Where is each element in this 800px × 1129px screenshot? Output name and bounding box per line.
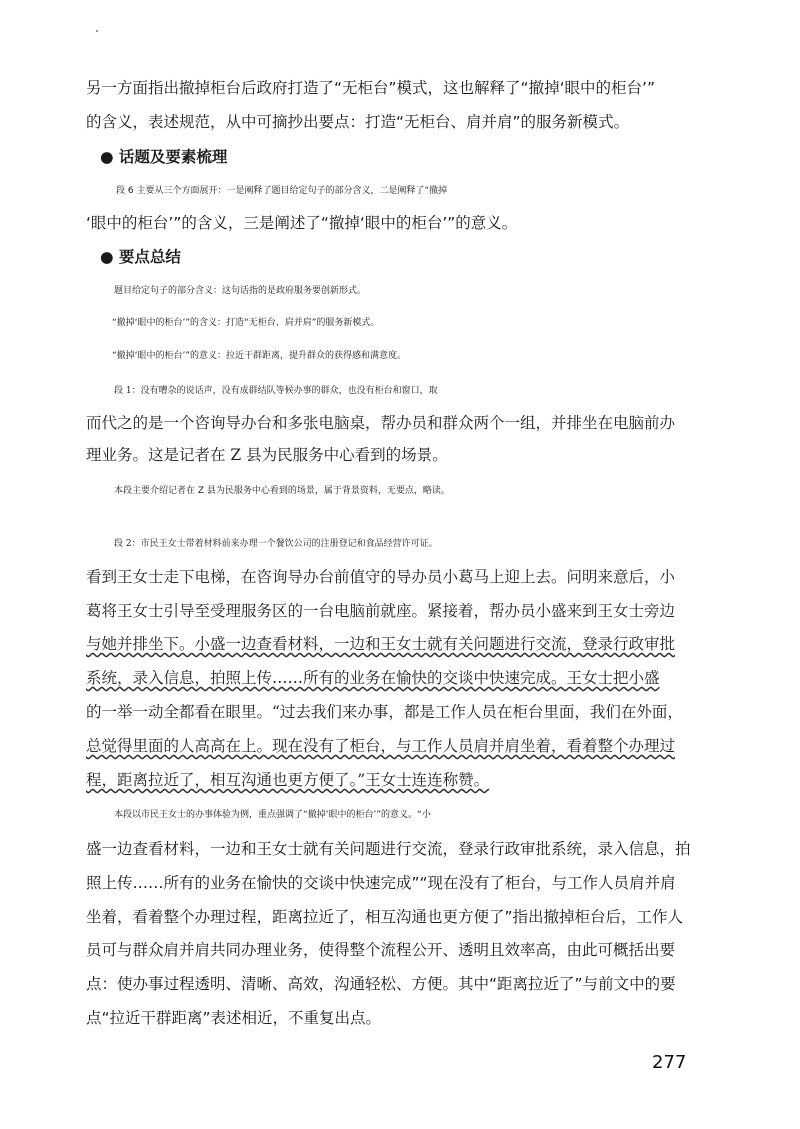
text-line: 看到王女士走下电梯，在咨询导办台前值守的导办员小葛马上迎上去。问明来意后，小 (86, 568, 676, 586)
text-line: 理业务。这是记者在 Z 县为民服务中心看到的场景。 (86, 446, 448, 464)
text-line: 照上传……所有的业务在愉快的交谈中快速完成”“现在没有了柜台，与工作人员肩并肩 (86, 874, 676, 892)
text-line: 葛将王女士引导至受理服务区的一台电脑前就座。紧接着，帮办员小盛来到王女士旁边 (86, 602, 676, 620)
section-heading-summary: ● 要点总结 (100, 248, 181, 266)
text-line: 本段主要介绍记者在 Z 县为民服务中心看到的场景，属于背景资料，无要点，略读。 (114, 486, 450, 496)
text-line: 而代之的是一个咨询导办台和多张电脑桌，帮办员和群众两个一组，并排坐在电脑前办 (86, 414, 676, 432)
text-line: 点：使办事过程透明、清晰、高效，沟通轻松、方便。其中“距离拉近了”与前文中的要 (86, 975, 676, 993)
text-line-underlined: 总觉得里面的人高高在上。现在没有了柜台，与工作人员肩并肩坐着，看着整个办理过 (86, 737, 676, 755)
text-line: 段 2：市民王女士带着材料前来办理一个餐饮公司的注册登记和食品经营许可证。 (114, 539, 438, 549)
text-line: 的一举一动全都看在眼里。“过去我们来办事，都是工作人员在柜台里面，我们在外面， (86, 703, 683, 721)
text-line-underlined: 系统，录入信息，拍照上传……所有的业务在愉快的交谈中快速完成。王女士把小盛 (86, 669, 660, 687)
text-line: 另一方面指出撤掉柜台后政府打造了“无柜台”模式，这也解释了“撤掉‘眼中的柜台’” (86, 79, 655, 97)
text-line: 题目给定句子的部分含义：这句话指的是政府服务要创新形式。 (114, 286, 367, 296)
text-line: “撤掉‘眼中的柜台’”的含义：打造“无柜台、肩并肩”的服务新模式。 (112, 318, 380, 328)
text-line: 本段以市民王女士的办事体验为例，重点强调了“撤掉‘眼中的柜台’”的意义。“小 (114, 810, 431, 820)
text-line: 段 1：没有嘈杂的说话声，没有成群结队等候办事的群众，也没有柜台和窗口，取 (114, 386, 438, 396)
text-line: ‘眼中的柜台’”的含义，三是阐述了“撤掉‘眼中的柜台’”的意义。 (86, 214, 518, 232)
text-line: 员可与群众肩并肩共同办理业务，使得整个流程公开、透明且效率高，由此可概括出要 (86, 941, 676, 959)
section-heading-topic: ● 话题及要素梳理 (100, 148, 228, 166)
page-number: 277 (652, 1052, 687, 1073)
text-line: 的含义，表述规范，从中可摘抄出要点：打造“无柜台、肩并肩”的服务新模式。 (86, 113, 630, 131)
text-line: 盛一边查看材料，一边和王女士就有关问题进行交流，登录行政审批系统，录入信息，拍 (86, 840, 691, 858)
text-line: 段 6 主要从三个方面展开：一是阐释了题目给定句子的部分含义，二是阐释了“撤掉 (116, 186, 448, 196)
text-line: 坐着，看着整个办理过程，距离拉近了，相互沟通也更方便了”指出撤掉柜台后，工作人 (86, 908, 684, 926)
text-line: 点“拉近干群距离”表述相近，不重复出点。 (86, 1009, 382, 1027)
text-line-underlined: 与她并排坐下。小盛一边查看材料，一边和王女士就有关问题进行交流，登录行政审批 (86, 635, 676, 653)
text-line-underlined: 程，距离拉近了，相互沟通也更方便了。”王女士连连称赞。 (86, 771, 490, 789)
text-line: “撤掉‘眼中的柜台’”的意义：拉近干群距离，提升群众的获得感和满意度。 (112, 351, 407, 361)
scan-mark (96, 30, 98, 32)
